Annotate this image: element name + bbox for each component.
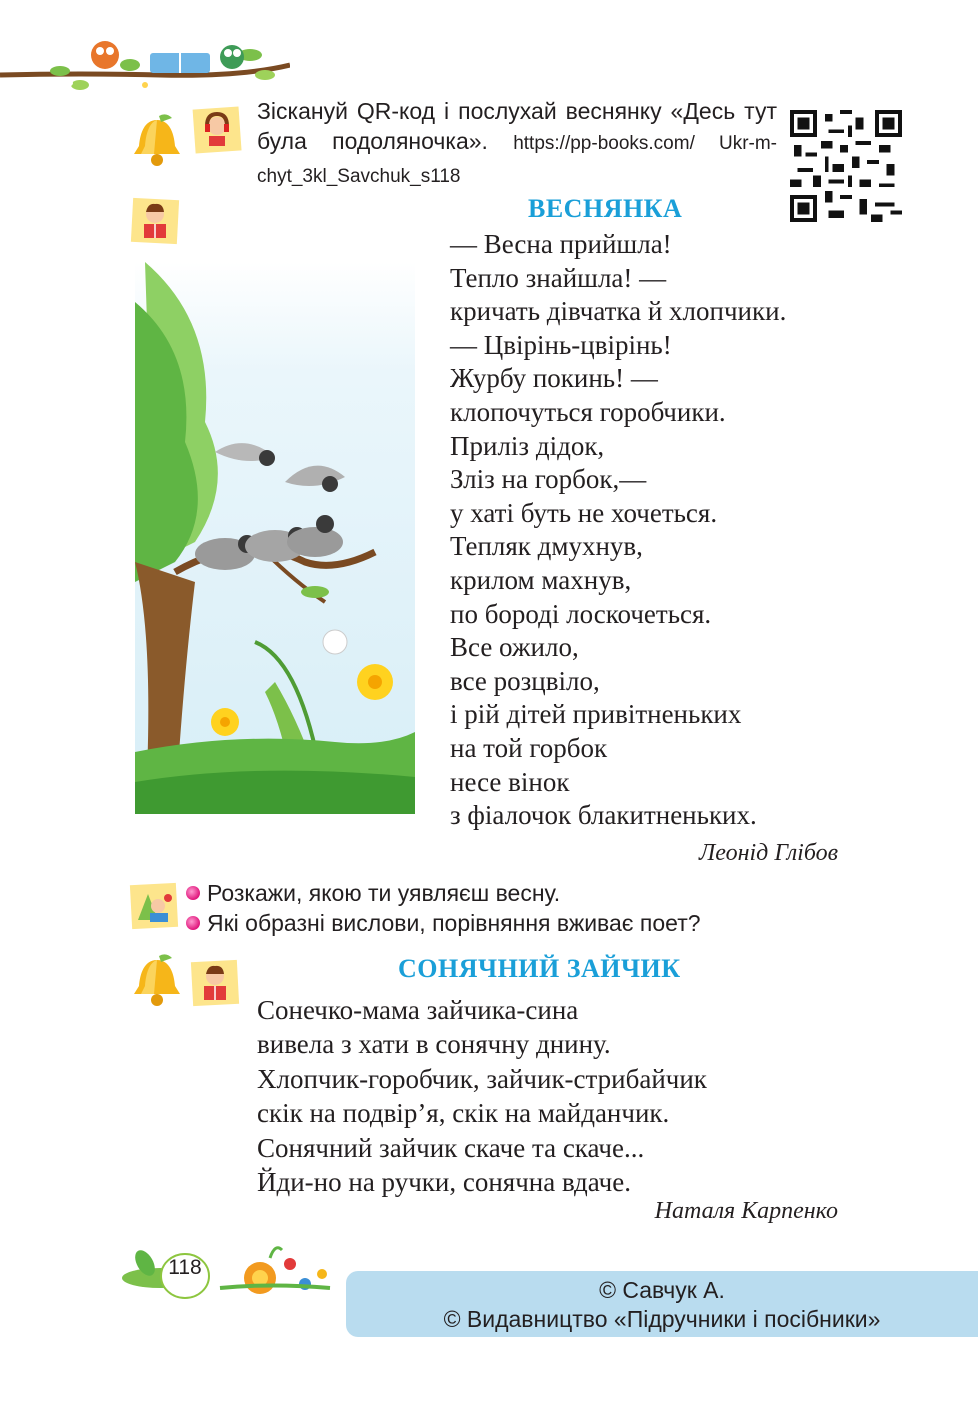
- question-item: [186, 878, 701, 908]
- poem-line: — Цвірінь-цвірінь!: [450, 329, 672, 360]
- poem-line: з фіалочок блакитненьких.: [450, 800, 757, 831]
- poem-line: Зліз на горбок,—: [450, 464, 647, 495]
- poem-title-soniachnyi-zaichyk: СОНЯЧНИЙ ЗАЙЧИК: [398, 954, 681, 983]
- poem-line: Приліз дідок,: [450, 430, 605, 461]
- questions-list: [186, 878, 701, 938]
- poem-line: Сонечко-мама зайчика-сина: [257, 995, 579, 1025]
- poem-line: клопочуться горобчики.: [450, 396, 726, 427]
- poem-line: на той горбок: [450, 732, 608, 763]
- poem-title-vesnianka: ВЕСНЯНКА: [528, 194, 683, 223]
- copyright-banner: [346, 1271, 978, 1337]
- poem-line: все розцвіло,: [450, 665, 600, 696]
- copyright-author: © Савчук А.: [599, 1277, 725, 1303]
- qr-instruction-text: Зіскануй QR-код і послухай веснянку «Десь тут була подоляночка».: [257, 98, 777, 154]
- qr-url[interactable]: https://pp-books.com/ Ukr-m-chyt_3kl_Savchuk_s118: [257, 133, 778, 187]
- poem-line: Хлопчик-горобчик, зайчик-стрибайчик: [257, 1063, 707, 1094]
- qr-code-icon[interactable]: [790, 110, 902, 222]
- bullet-icon: [186, 886, 200, 900]
- question-item: [186, 908, 701, 938]
- question-kids-icon: [128, 880, 180, 932]
- footer-flowers-decoration: [120, 1238, 335, 1308]
- bell-icon: [126, 110, 188, 172]
- poem-line: у хаті буть не хочеться.: [450, 497, 718, 528]
- reading-boy-icon: [188, 956, 242, 1010]
- poem-line: Журбу покинь! —: [450, 363, 658, 394]
- qr-instruction: [257, 96, 777, 192]
- poem-author: Леонід Глібов: [699, 840, 838, 866]
- poem-line: Йди-но на ручки, сонячна вдаче.: [257, 1167, 631, 1198]
- poem-line: Все ожило,: [450, 632, 579, 663]
- reading-boy-icon: [128, 194, 182, 248]
- poem-soniachnyi-zaichyk: [257, 993, 707, 1199]
- poem-line: Тепляк дмухнув,: [450, 531, 643, 562]
- bullet-icon: [186, 916, 200, 930]
- poem-vesnianka: [450, 228, 786, 833]
- bell-icon: [126, 950, 188, 1012]
- question-text: Які образні вислови, порівняння вживає поет?: [207, 910, 701, 936]
- question-text: Розкажи, якою ти уявляєш весну.: [207, 880, 561, 906]
- copyright-publisher: © Видавництво «Підручники і посібники»: [443, 1306, 881, 1332]
- poem-line: скік на подвір’я, скік на майданчик.: [257, 1098, 670, 1129]
- tree-sparrows-illustration: [135, 262, 415, 814]
- poem-line: — Весна прийшла!: [450, 229, 672, 259]
- poem-line: і рій дітей привітненьких: [450, 699, 742, 730]
- headphones-girl-icon: [190, 102, 244, 156]
- poem-line: по бороді лоскочеться.: [450, 598, 712, 629]
- top-branch-decoration: [0, 35, 290, 105]
- poem-line: несе вінок: [450, 766, 570, 797]
- poem-author: Наталя Карпенко: [654, 1198, 838, 1224]
- poem-line: крилом махнув,: [450, 564, 632, 595]
- poem-line: Сонячний зайчик скаче та скаче...: [257, 1132, 645, 1163]
- poem-line: Тепло знайшла! —: [450, 262, 667, 293]
- poem-line: вивела з хати в сонячну днину.: [257, 1029, 611, 1060]
- page-number: 118: [168, 1256, 202, 1279]
- poem-line: кричать дівчатка й хлопчики.: [450, 296, 787, 327]
